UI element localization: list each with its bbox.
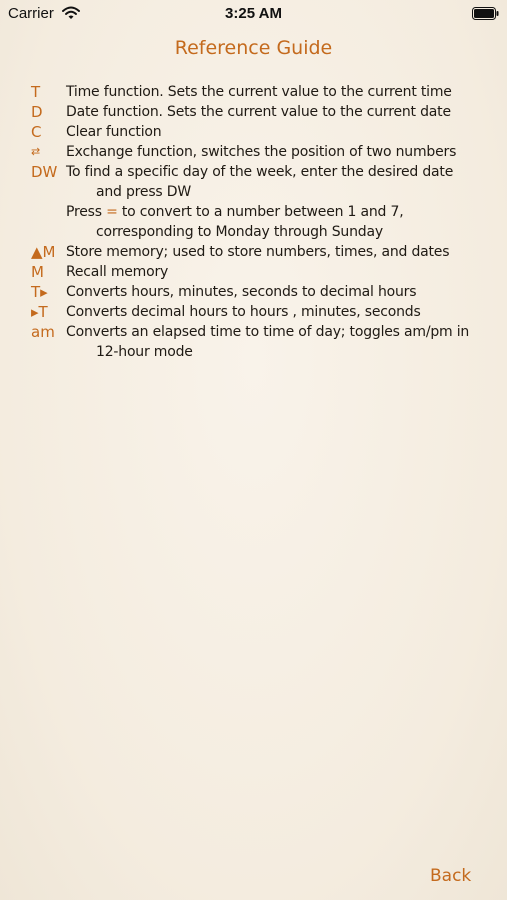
list-item-to-time <box>0 302 507 322</box>
function-symbol: D <box>31 103 43 121</box>
to-decimal-icon: T▸ <box>31 283 48 301</box>
function-symbol: T <box>31 83 41 101</box>
status-time: 3:25 AM <box>225 5 282 22</box>
function-symbol: DW <box>31 163 58 181</box>
list-item-store-memory <box>0 242 507 262</box>
battery-icon <box>472 7 499 20</box>
function-description: Store memory; used to store numbers, times, and dates <box>66 244 450 260</box>
function-symbol: am <box>31 323 55 341</box>
function-description: Press = to convert to a number between 1 and 7, corresponding to Monday through Sunday <box>66 204 404 240</box>
page-title: Reference Guide <box>174 37 333 59</box>
list-item-to-decimal <box>0 282 507 302</box>
function-description: Converts decimal hours to hours , minutes, seconds <box>66 304 421 320</box>
list-item-time <box>0 82 507 102</box>
status-bar <box>0 0 507 28</box>
carrier-label: Carrier <box>8 5 54 22</box>
function-description: To find a specific day of the week, enter the desired date and press DW <box>66 164 454 200</box>
list-item-exchange <box>0 142 507 162</box>
store-memory-icon: ▲M <box>31 243 56 261</box>
function-description: Converts hours, minutes, seconds to decimal hours <box>66 284 417 300</box>
exchange-icon: ⇄ <box>31 145 41 158</box>
function-description: Exchange function, switches the position of two numbers <box>66 144 457 160</box>
equals-symbol: = <box>106 204 118 220</box>
list-item-day-of-week <box>0 162 507 202</box>
list-item-am-pm <box>0 322 507 362</box>
function-symbol: C <box>31 123 42 141</box>
function-description: Time function. Sets the current value to the current time <box>66 84 452 100</box>
reference-list <box>0 82 507 362</box>
list-item-press-equals <box>0 202 507 242</box>
list-item-clear <box>0 122 507 142</box>
function-description: Converts an elapsed time to time of day; toggles am/pm in 12-hour mode <box>66 324 470 360</box>
to-time-icon: ▸T <box>31 303 48 321</box>
list-item-date <box>0 102 507 122</box>
list-item-recall-memory <box>0 262 507 282</box>
function-description: Date function. Sets the current value to the current date <box>66 104 451 120</box>
function-description: Recall memory <box>66 264 169 280</box>
back-button[interactable]: Back <box>430 866 472 886</box>
function-description: Clear function <box>66 124 162 140</box>
function-symbol: M <box>31 263 44 281</box>
